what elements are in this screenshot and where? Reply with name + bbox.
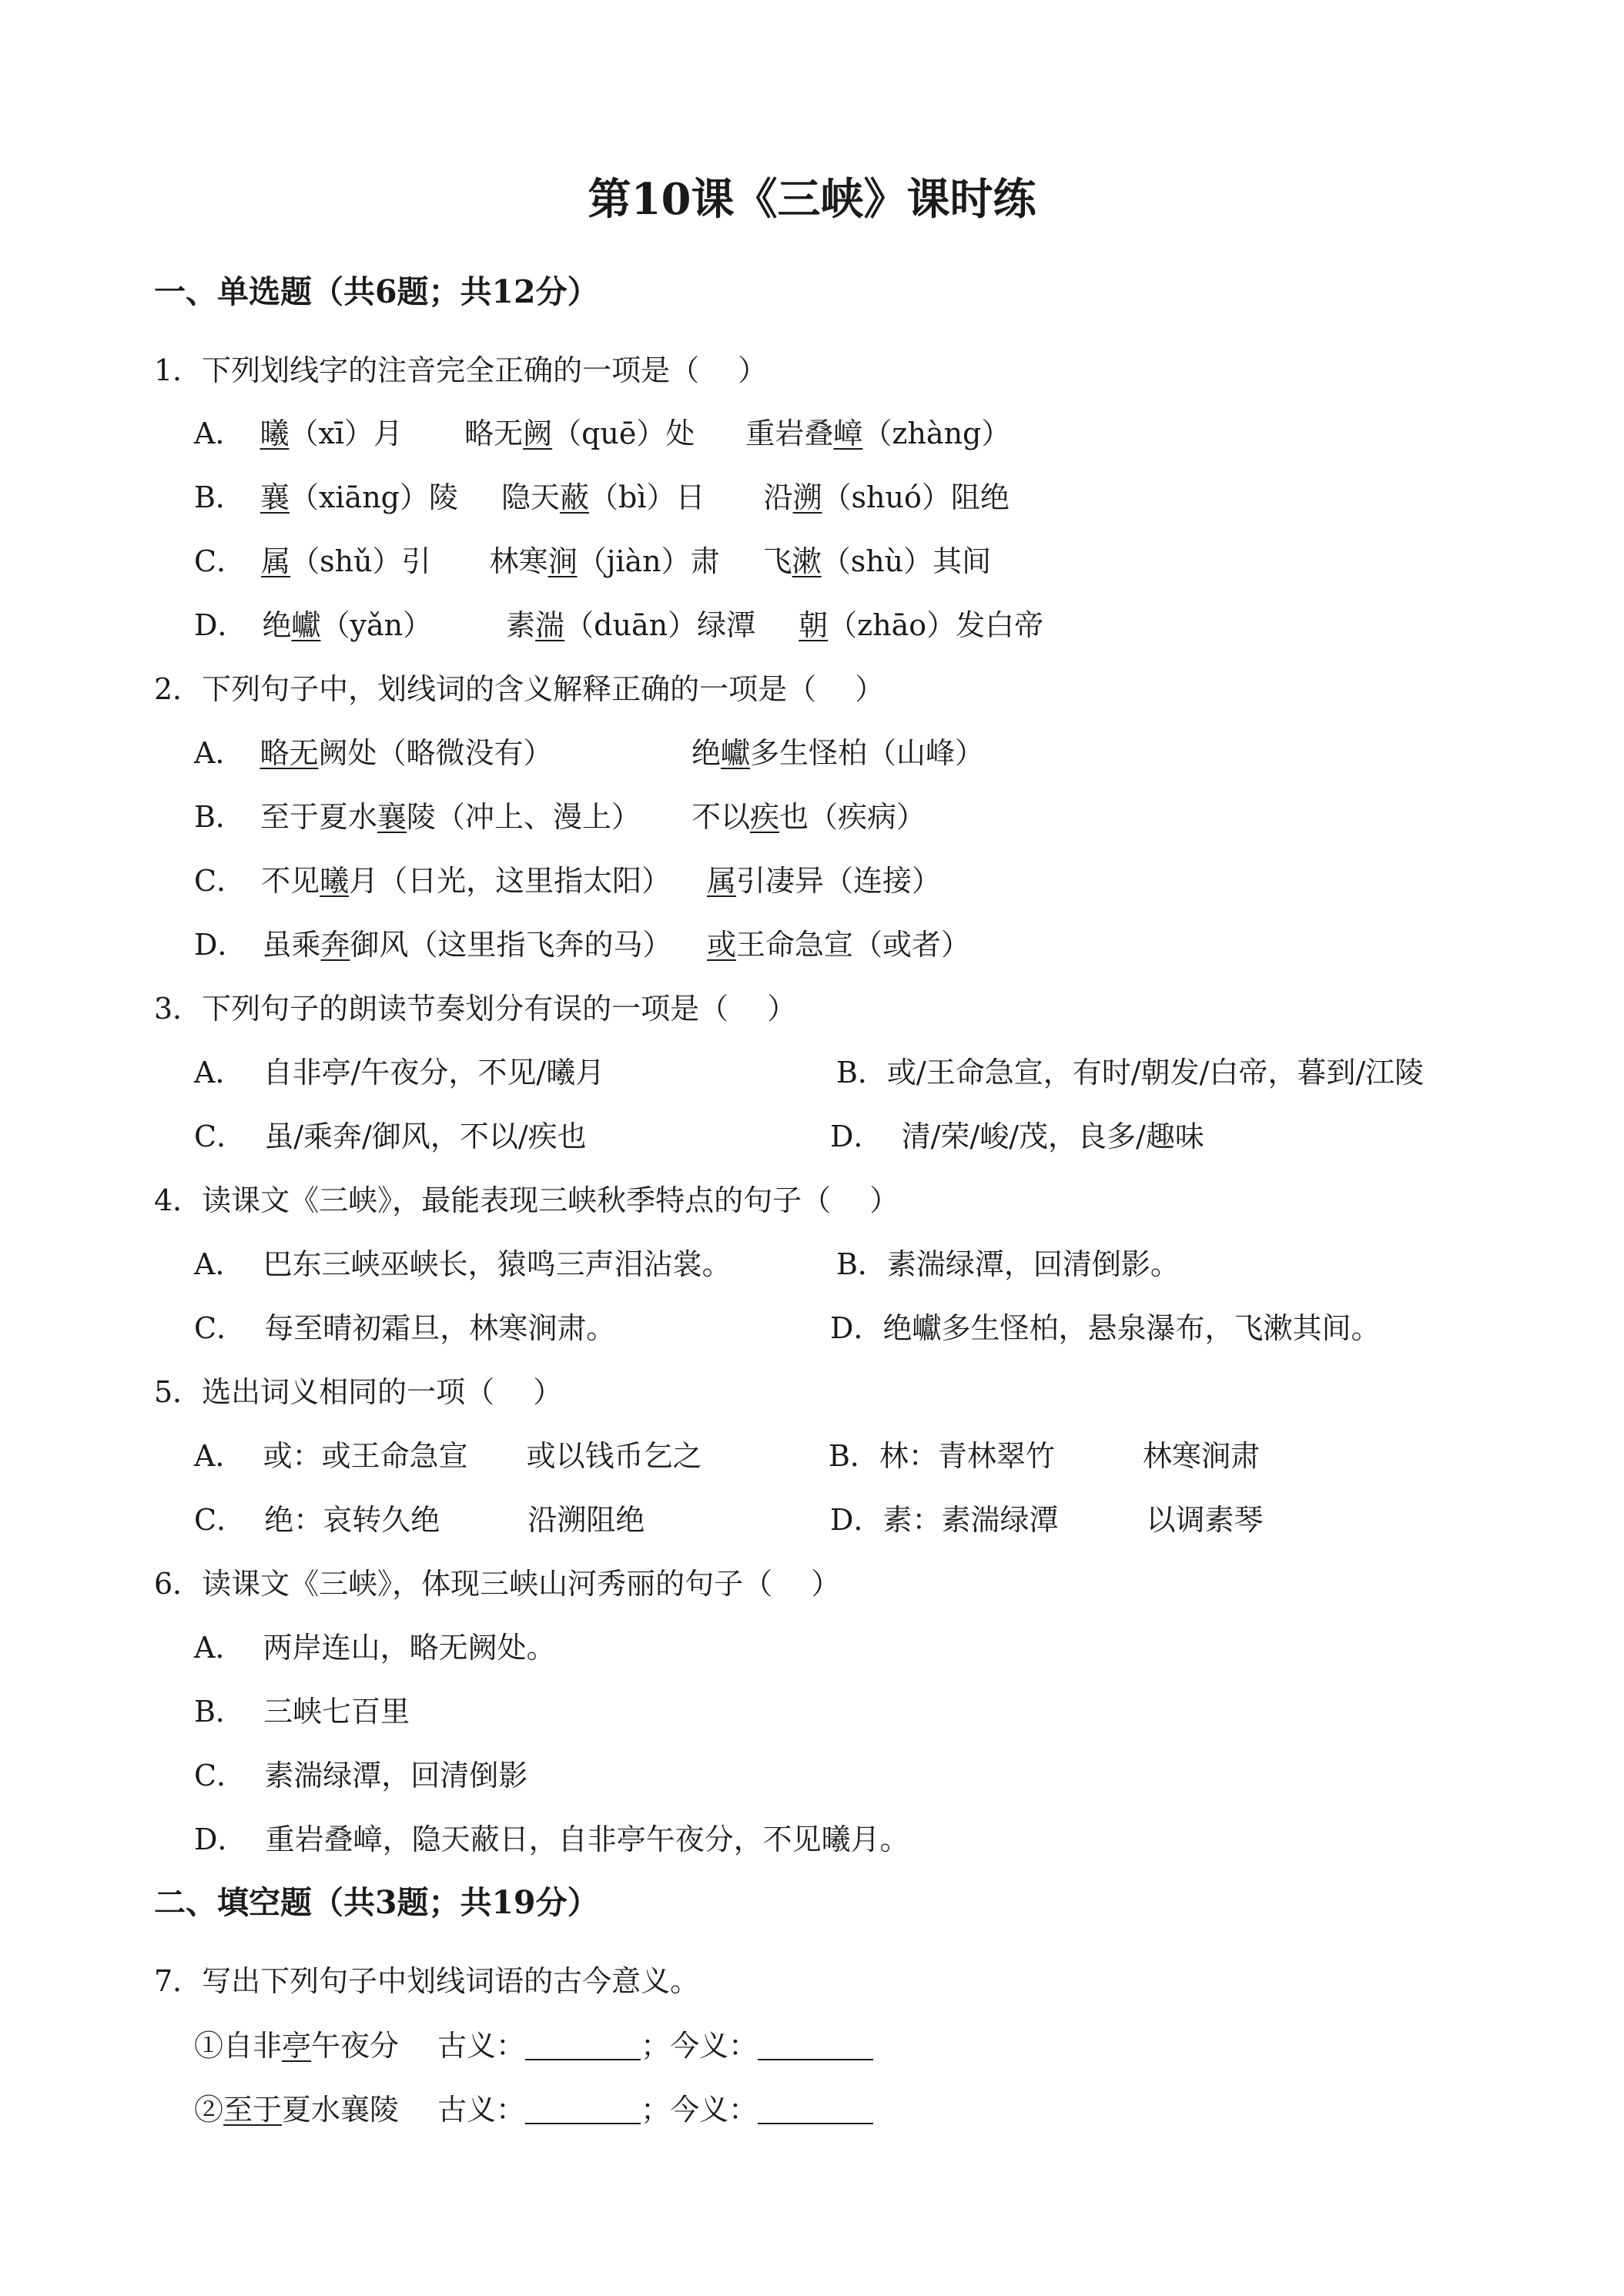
question-5-option-c: C． 绝：哀转久绝 沿溯阻绝 xyxy=(194,1503,645,1537)
question-2-option-d-right: 或王命急宣（或者） xyxy=(707,928,971,962)
question-2-option-a-left: A． 略无阙处（略微没有） xyxy=(194,736,553,770)
question-3-option-d: D． 清/荣/峻/茂，良多/趣味 xyxy=(830,1120,1204,1153)
question-1-option-d: D． 绝巘（yǎn） 素湍（duān）绿潭 朝（zhāo）发白帝 xyxy=(194,608,1044,642)
question-4-option-d: D．绝巘多生怪柏，悬泉瀑布，飞漱其间。 xyxy=(830,1311,1381,1345)
question-6-option-c: C． 素湍绿潭，回清倒影 xyxy=(194,1759,528,1792)
question-2-option-b-left: B． 至于夏水襄陵（冲上、漫上） xyxy=(194,800,641,834)
question-2-stem: 2．下列句子中，划线词的含义解释正确的一项是（ ） xyxy=(154,672,885,706)
question-6-option-d: D． 重岩叠嶂，隐天蔽日，自非亭午夜分，不见曦月。 xyxy=(194,1822,909,1856)
question-7-item-1: ①自非亭午夜分 古义： ；今义： xyxy=(194,2027,873,2065)
question-5-stem: 5．选出词义相同的一项（ ） xyxy=(154,1375,563,1409)
question-6-option-b: B． 三峡七百里 xyxy=(194,1695,410,1729)
question-4-option-a: A． 巴东三峡巫峡长，猿鸣三声泪沾裳。 xyxy=(194,1247,732,1281)
question-1-option-b: B． 襄（xiāng）陵 隐天蔽（bì）日 沿溯（shuó）阻绝 xyxy=(194,480,1010,514)
question-3-option-b: B．或/王命急宣，有时/朝发/白帝，暮到/江陵 xyxy=(836,1056,1425,1089)
question-3-stem: 3．下列句子的朗读节奏划分有误的一项是（ ） xyxy=(154,992,797,1026)
question-5-option-d: D．素：素湍绿潭 以调素琴 xyxy=(830,1503,1264,1537)
blank-1-modern[interactable] xyxy=(758,2030,873,2060)
question-7-stem: 7．写出下列句子中划线词语的古今意义。 xyxy=(154,1964,700,1998)
question-1-option-c: C． 属（shǔ）引 林寒涧（jiàn）肃 飞漱（shù）其间 xyxy=(194,544,992,578)
question-4-stem: 4．读课文《三峡》，最能表现三峡秋季特点的句子（ ） xyxy=(154,1183,899,1217)
question-4-option-c: C． 每至晴初霜旦，林寒涧肃。 xyxy=(194,1311,616,1345)
page-title: 第10课《三峡》课时练 xyxy=(588,174,1036,225)
question-6-option-a: A． 两岸连山，略无阙处。 xyxy=(194,1631,556,1665)
section-heading-fill-in: 二、填空题（共3题；共19分） xyxy=(154,1884,599,1921)
question-2-option-c-right: 属引凄异（连接） xyxy=(707,864,942,898)
question-3-option-c: C． 虽/乘奔/御风，不以/疾也 xyxy=(194,1120,587,1153)
blank-2-ancient[interactable] xyxy=(525,2094,641,2124)
question-6-stem: 6．读课文《三峡》，体现三峡山河秀丽的句子（ ） xyxy=(154,1567,841,1601)
section-heading-single-choice: 一、单选题（共6题；共12分） xyxy=(154,273,599,310)
question-2-option-c-left: C． 不见曦月（日光，这里指太阳） xyxy=(194,864,671,898)
question-4-option-b: B．素湍绿潭，回清倒影。 xyxy=(836,1247,1180,1281)
question-5-option-b: B．林：青林翠竹 林寒涧肃 xyxy=(829,1439,1260,1473)
question-7-item-2: ②至于夏水襄陵 古义： ；今义： xyxy=(194,2090,873,2129)
blank-2-modern[interactable] xyxy=(758,2094,873,2124)
blank-1-ancient[interactable] xyxy=(525,2030,641,2060)
question-2-option-a-right: 绝巘多生怪柏（山峰） xyxy=(691,736,985,770)
question-5-option-a: A． 或：或王命急宣 或以钱币乞之 xyxy=(194,1439,702,1473)
question-2-option-d-left: D． 虽乘奔御风（这里指飞奔的马） xyxy=(194,928,672,962)
question-1-stem: 1．下列划线字的注音完全正确的一项是（ ） xyxy=(154,353,768,387)
question-2-option-b-right: 不以疾也（疾病） xyxy=(691,800,926,834)
question-3-option-a: A． 自非亭/午夜分，不见/曦月 xyxy=(194,1056,605,1089)
question-1-option-a: A． 曦（xī）月 略无阙（quē）处 重岩叠嶂（zhàng） xyxy=(194,417,1011,450)
